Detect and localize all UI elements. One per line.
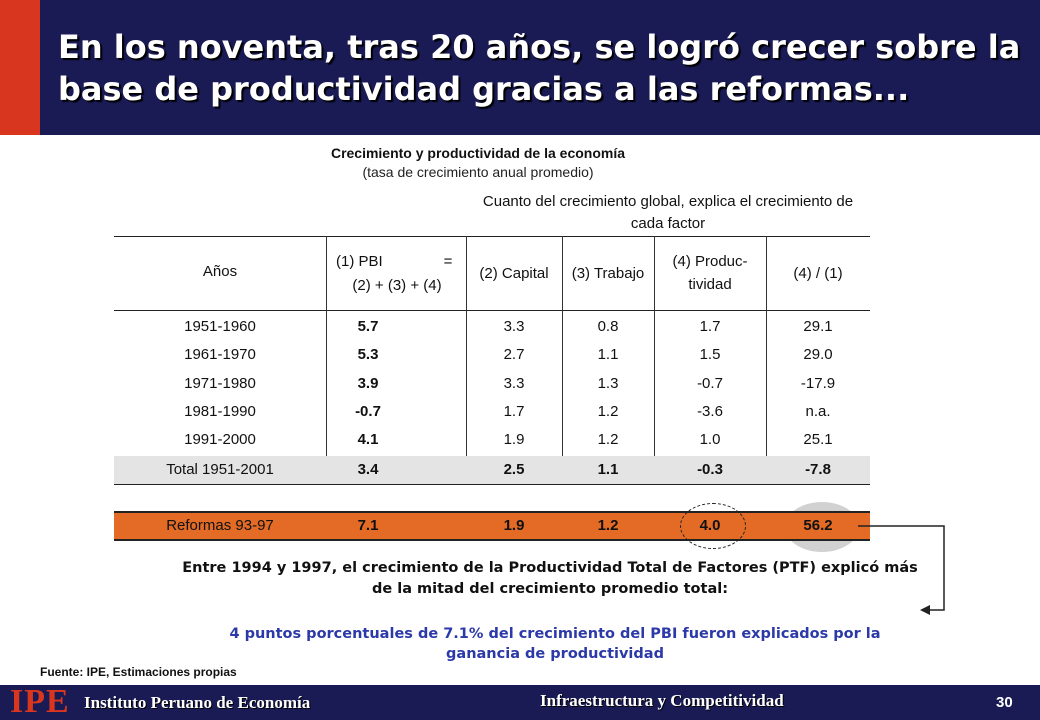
- section-name: Infraestructura y Competitividad: [540, 691, 784, 710]
- cell-years: Total 1951-2001: [166, 461, 274, 478]
- col-header-pbi: (1) PBI: [336, 253, 383, 270]
- cell-productividad: 4.0: [699, 517, 721, 534]
- cell-years: 1981-1990: [184, 403, 256, 420]
- slide-title: En los noventa, tras 20 años, se logró crecer sobre la base de productividad gracias a las reformas...: [58, 28, 1021, 108]
- institute-name: Instituto Peruano de Economía: [84, 693, 311, 712]
- col-header-pbi-formula: (2) + (3) + (4): [352, 277, 442, 294]
- cell-ratio: 29.1: [803, 318, 833, 335]
- col-header-capital: (2) Capital: [479, 265, 549, 282]
- cell-productividad: 1.0: [699, 431, 721, 448]
- cell-pbi: -0.7: [355, 403, 381, 420]
- col-header-trabajo: (3) Trabajo: [571, 265, 645, 282]
- cell-years: 1951-1960: [184, 318, 256, 335]
- col-header-ratio: (4) / (1): [793, 265, 843, 282]
- cell-capital: 1.9: [503, 431, 525, 448]
- cell-capital: 2.5: [503, 461, 525, 478]
- col-header-productividad-cont: tividad: [688, 276, 732, 293]
- cell-pbi: 3.4: [357, 461, 379, 478]
- table-subtitle: (tasa de crecimiento anual promedio): [362, 164, 594, 180]
- cell-pbi: 3.9: [357, 375, 379, 392]
- cell-ratio: 56.2: [803, 517, 833, 534]
- cell-capital: 1.7: [503, 403, 525, 420]
- cell-productividad: 1.5: [699, 346, 721, 363]
- cell-years: Reformas 93-97: [166, 517, 274, 534]
- cell-trabajo: 1.2: [597, 403, 619, 420]
- cell-years: 1971-1980: [184, 375, 256, 392]
- cell-productividad: -0.3: [697, 461, 723, 478]
- cell-ratio: 29.0: [803, 346, 833, 363]
- cell-trabajo: 1.2: [597, 431, 619, 448]
- cell-capital: 3.3: [503, 375, 525, 392]
- group-header: Cuanto del crecimiento global, explica el crecimiento de cada factor: [482, 193, 854, 232]
- cell-ratio: -7.8: [805, 461, 831, 478]
- cell-trabajo: 1.3: [597, 375, 619, 392]
- cell-pbi: 4.1: [357, 431, 379, 448]
- cell-trabajo: 1.1: [597, 346, 619, 363]
- cell-ratio: 25.1: [803, 431, 833, 448]
- cell-trabajo: 1.1: [597, 461, 619, 478]
- col-header-pbi-equals: =: [443, 253, 453, 270]
- ipe-logo: IPE: [10, 683, 70, 720]
- page-number: 30: [996, 694, 1013, 711]
- col-header-productividad: (4) Produc-: [672, 253, 748, 270]
- cell-capital: 2.7: [503, 346, 525, 363]
- cell-productividad: -3.6: [697, 403, 723, 420]
- cell-productividad: 1.7: [699, 318, 721, 335]
- cell-years: 1961-1970: [184, 346, 256, 363]
- cell-trabajo: 1.2: [597, 517, 619, 534]
- cell-capital: 3.3: [503, 318, 525, 335]
- cell-pbi: 5.7: [357, 318, 379, 335]
- cell-pbi: 5.3: [357, 346, 379, 363]
- highlight-text: 4 puntos porcentuales de 7.1% del crecimiento del PBI fueron explicados por la ganancia de productividad: [229, 626, 881, 662]
- cell-ratio: -17.9: [800, 375, 836, 392]
- table-title: Crecimiento y productividad de la economía: [330, 145, 626, 161]
- source-note: Fuente: IPE, Estimaciones propias: [40, 665, 237, 679]
- cell-trabajo: 0.8: [597, 318, 619, 335]
- cell-ratio: n.a.: [805, 403, 831, 420]
- cell-productividad: -0.7: [697, 375, 723, 392]
- col-header-years: Años: [202, 263, 238, 280]
- cell-pbi: 7.1: [357, 517, 379, 534]
- cell-years: 1991-2000: [184, 431, 256, 448]
- explanation-text: Entre 1994 y 1997, el crecimiento de la Productividad Total de Factores (PTF) explicó más de la mitad del crecimiento promedio total:: [182, 560, 918, 597]
- cell-capital: 1.9: [503, 517, 525, 534]
